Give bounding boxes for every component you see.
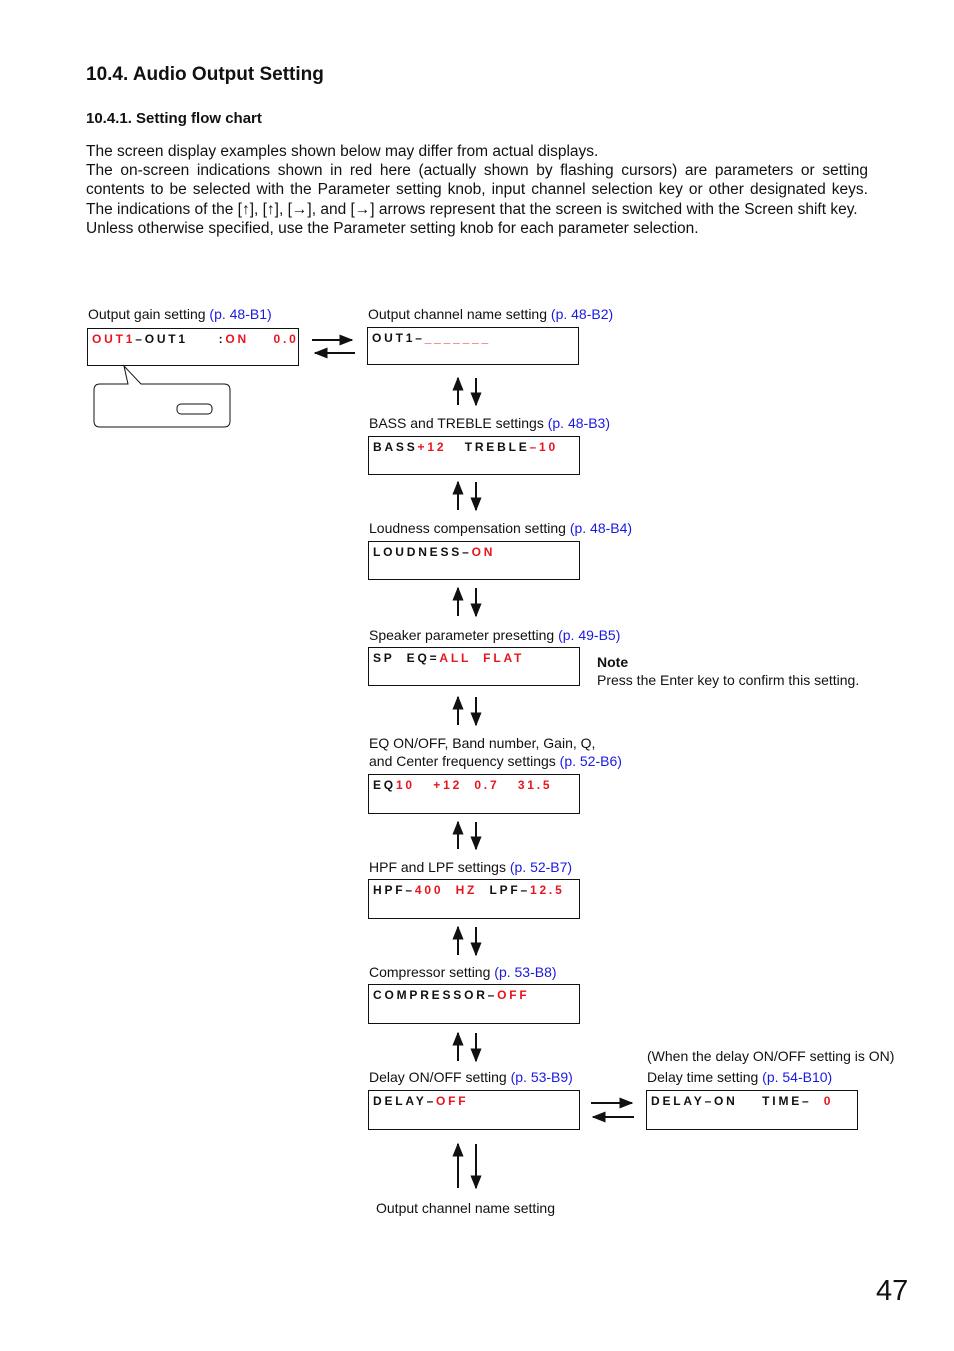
delay-time-ref-link[interactable]: (p. 54-B10) bbox=[762, 1069, 833, 1085]
display-segment: SP EQ= bbox=[373, 651, 440, 665]
name-label-text: Output channel name setting bbox=[368, 306, 551, 322]
loud-ref-link[interactable]: (p. 48-B4) bbox=[569, 520, 633, 536]
intro-para-1: The screen display examples shown below may differ from actual displays. bbox=[86, 143, 599, 160]
note-body: Press the Enter key to confirm this setting. bbox=[597, 672, 860, 688]
eq-label-text: and Center frequency settings bbox=[369, 753, 560, 769]
gain-label-text: Output gain setting bbox=[88, 306, 210, 322]
display-segment: +12 0.7 31.5 bbox=[414, 778, 553, 792]
display-segment: BASS bbox=[373, 440, 418, 454]
output-sel-key-icon bbox=[177, 404, 212, 414]
delay-time-label-text: Delay time setting bbox=[647, 1069, 763, 1085]
eq-ref-link[interactable]: (p. 52-B6) bbox=[559, 753, 622, 769]
display-segment: _______ bbox=[424, 331, 492, 345]
loop-back-label: Output channel name setting bbox=[376, 1200, 556, 1216]
arrow-pair-1 bbox=[458, 378, 476, 405]
display-segment: OFF bbox=[436, 1094, 469, 1108]
display-segment: DELAY– bbox=[373, 1094, 437, 1108]
comp-label-text: Compressor setting bbox=[369, 964, 495, 980]
display-segment: 400 HZ bbox=[414, 883, 478, 897]
arrow-pair-8 bbox=[458, 1144, 476, 1188]
section-heading: 10.4. Audio Output Setting bbox=[86, 64, 324, 85]
hpf-label-text: HPF and LPF settings bbox=[369, 859, 510, 875]
bass-label-text: BASS and TREBLE settings bbox=[369, 415, 548, 431]
sp-label-text: Speaker parameter presetting bbox=[369, 627, 559, 643]
display-segment: OUT1 bbox=[92, 332, 136, 346]
comp-ref-link[interactable]: (p. 53-B8) bbox=[494, 964, 557, 980]
display-segment: TREBLE bbox=[446, 440, 530, 454]
hpf-ref-link[interactable]: (p. 52-B7) bbox=[509, 859, 573, 875]
intro-para-2: The on-screen indications shown in red here (actually shown by flashing cursors) are parameters or setting contents to be selected with the Parameter setting knob, input channel selection key or other designated keys. The indications of the [↑], [↑], [→], and [→] arrows represent that the screen is switched with the Screen shift key. bbox=[86, 162, 868, 218]
arrow-pair-6 bbox=[458, 927, 476, 955]
loud-label-text: Loudness compensation setting bbox=[369, 520, 570, 536]
delay-label-text: Delay ON/OFF setting bbox=[369, 1069, 511, 1085]
display-segment: +12 bbox=[417, 440, 447, 454]
eq-label-line1: EQ ON/OFF, Band number, Gain, Q, bbox=[369, 735, 596, 751]
page-number: 47 bbox=[876, 1275, 909, 1307]
display-segment: LOUDNESS– bbox=[373, 545, 472, 559]
arrow-pair-3 bbox=[458, 588, 476, 616]
display-segment: ALL FLAT bbox=[439, 651, 525, 665]
note-title: Note bbox=[597, 654, 629, 670]
display-segment: –10 bbox=[529, 440, 558, 454]
name-ref-link[interactable]: (p. 48-B2) bbox=[550, 306, 614, 322]
display-segment: 12.5 bbox=[529, 883, 565, 897]
display-segment: OUT1– bbox=[372, 331, 425, 345]
display-segment: LPF– bbox=[477, 883, 530, 897]
display-segment: DELAY–ON TIME– bbox=[651, 1094, 824, 1108]
display-segment: COMPRESSOR– bbox=[373, 988, 498, 1002]
arrow-pair-5 bbox=[458, 822, 476, 849]
display-segment: HPF– bbox=[373, 883, 415, 897]
gain-ref-link[interactable]: (p. 48-B1) bbox=[209, 306, 272, 322]
display-segment: EQ bbox=[373, 778, 396, 792]
delay-time-condition: (When the delay ON/OFF setting is ON) bbox=[647, 1048, 895, 1064]
arrow-pair-2 bbox=[458, 482, 476, 510]
display-segment: 0.0 bbox=[248, 332, 299, 346]
arrow-pair-4 bbox=[458, 697, 476, 725]
display-segment: 0 bbox=[823, 1094, 834, 1108]
display-segment: ON bbox=[471, 545, 496, 559]
intro-para-3: Unless otherwise specified, use the Parameter setting knob for each parameter selection. bbox=[86, 219, 699, 237]
select-bubble bbox=[94, 366, 230, 427]
delay-ref-link[interactable]: (p. 53-B9) bbox=[510, 1069, 573, 1085]
display-segment: 10 bbox=[395, 778, 415, 792]
subsection-heading: 10.4.1. Setting flow chart bbox=[86, 110, 262, 127]
display-segment: –OUT1 : bbox=[135, 332, 226, 346]
sp-ref-link[interactable]: (p. 49-B5) bbox=[558, 627, 621, 643]
display-segment: OFF bbox=[497, 988, 530, 1002]
arrow-pair-7 bbox=[458, 1033, 476, 1061]
display-segment: ON bbox=[225, 332, 249, 346]
bass-ref-link[interactable]: (p. 48-B3) bbox=[547, 415, 610, 431]
